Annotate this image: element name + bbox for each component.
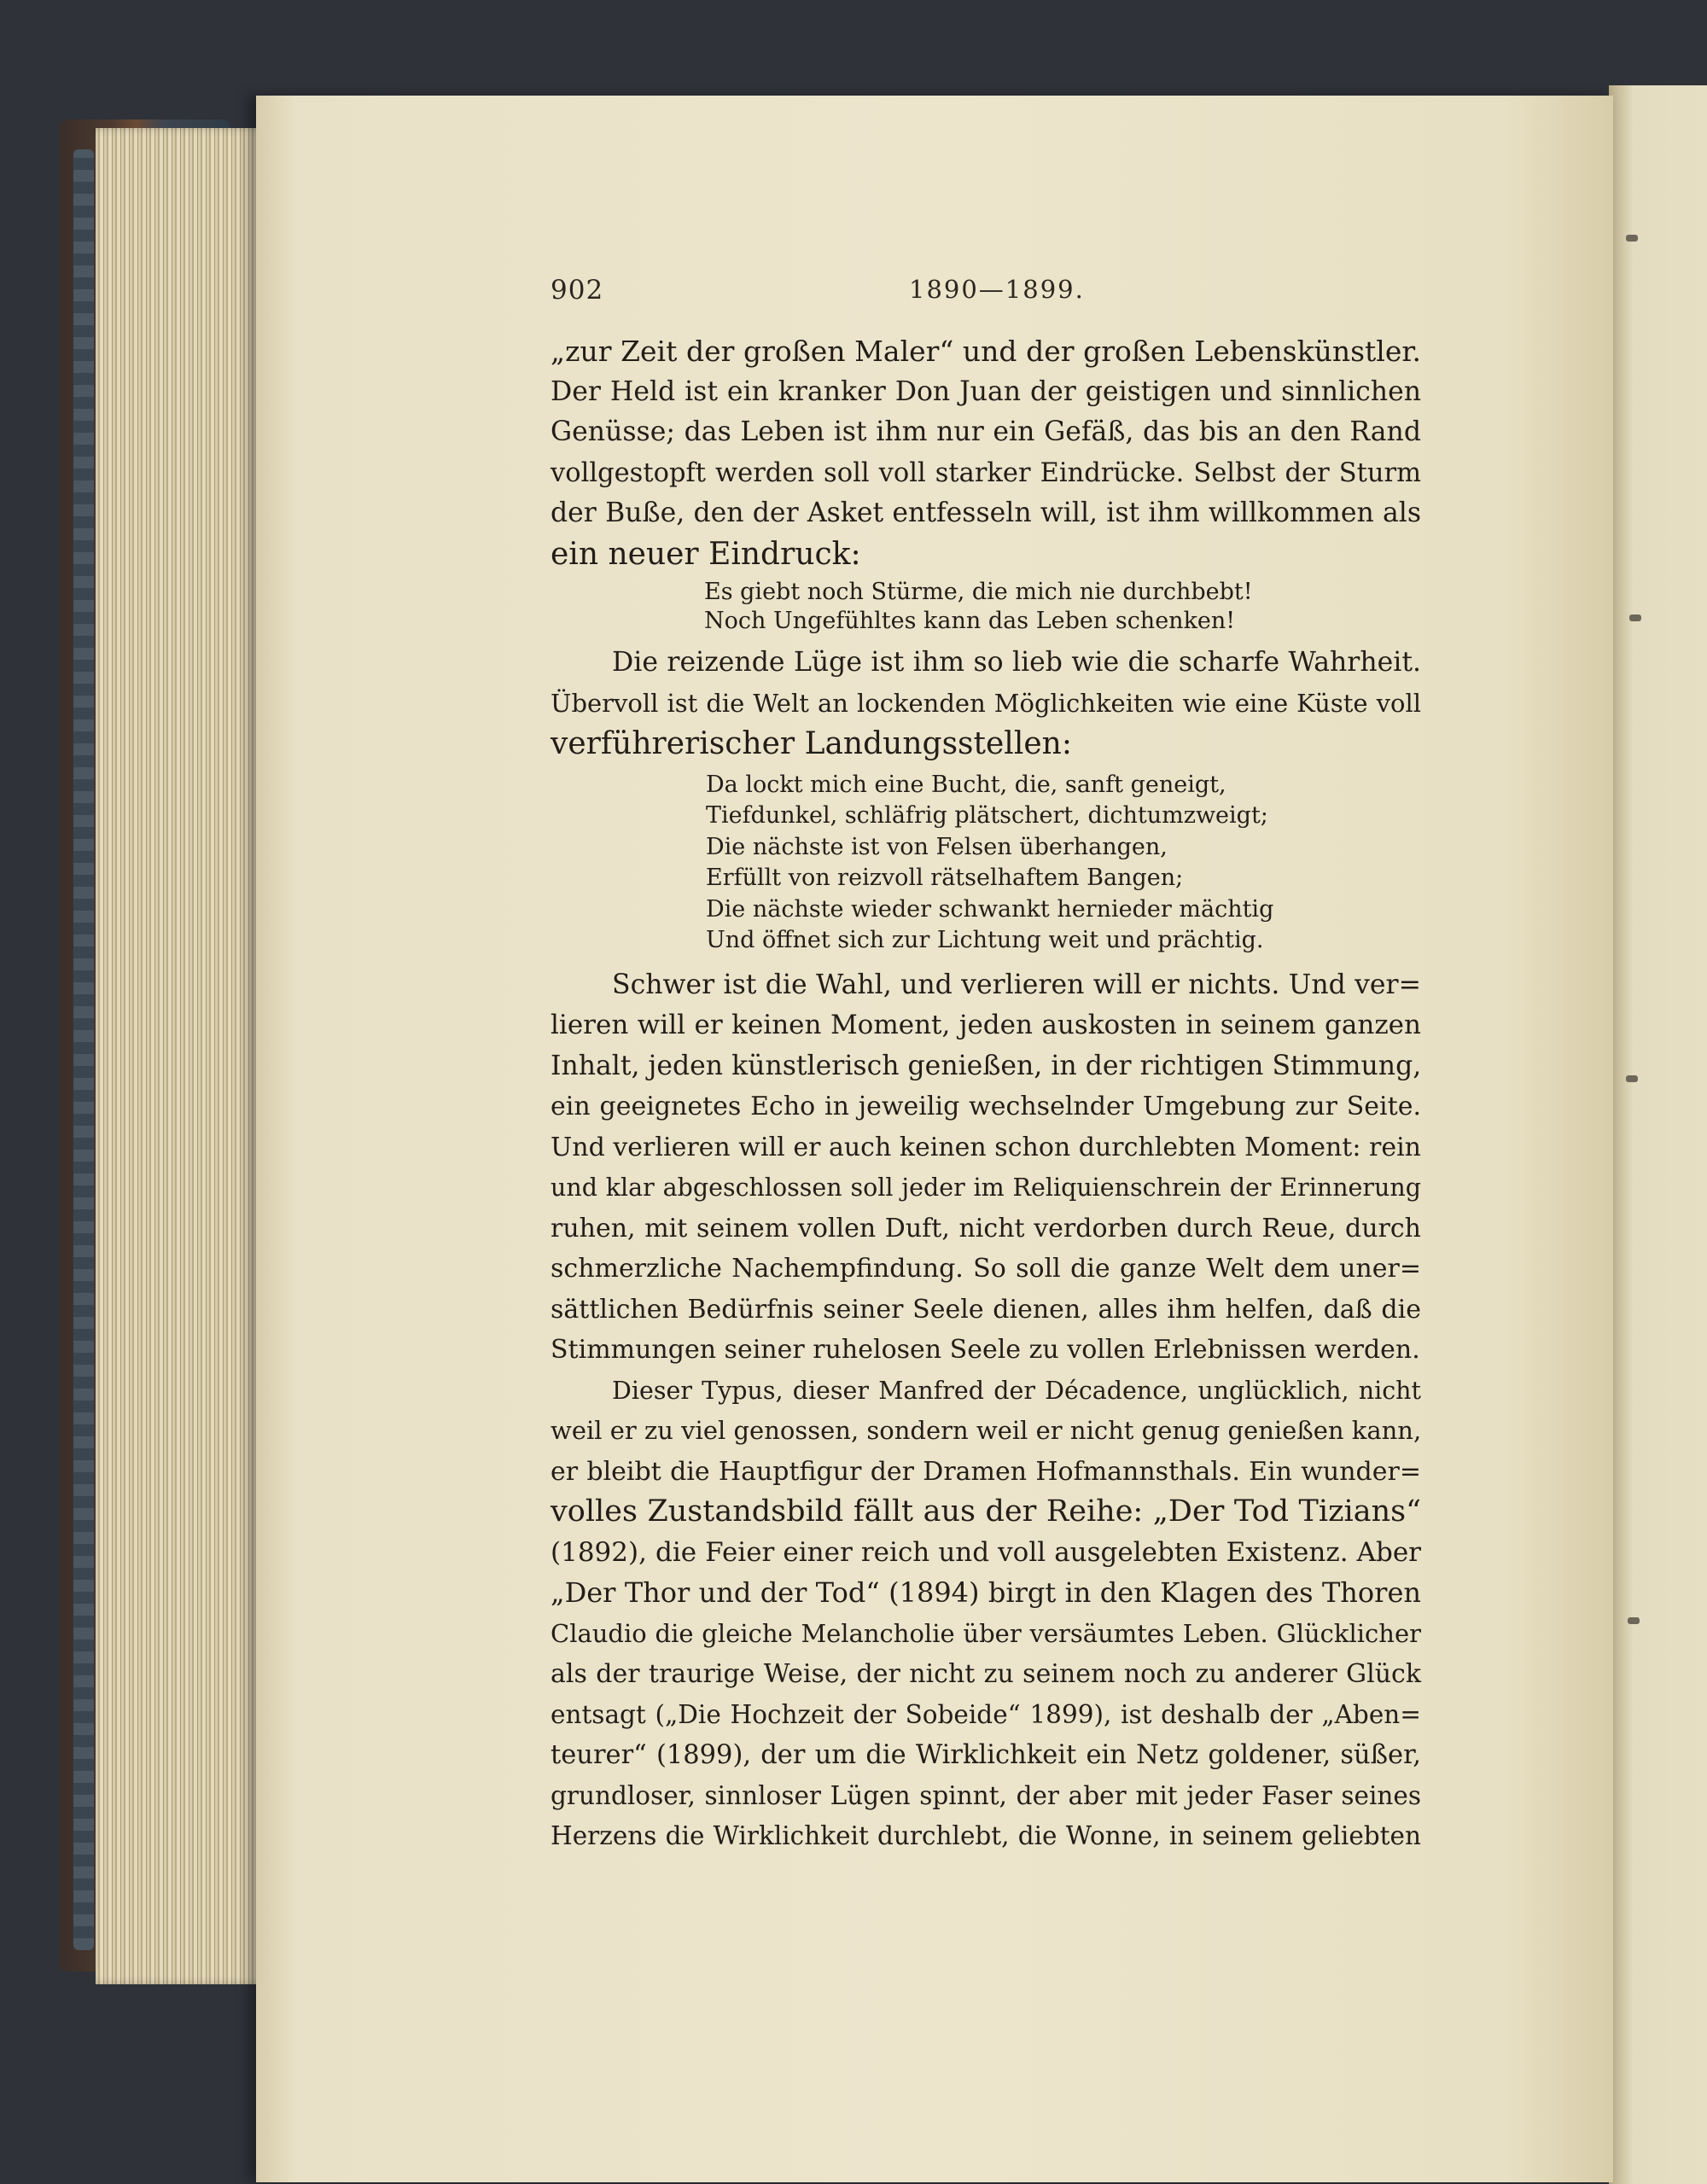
text-line: ein geeignetes Echo in jeweilig wechselnder Umgebung zur Seite. (551, 1092, 1421, 1121)
text-line: Claudio die gleiche Melancholie über versäumtes Leben. Glücklicher (551, 1618, 1421, 1648)
text-line: Herzens die Wirklichkeit durchlebt, die Wonne, in seinem geliebten (551, 1821, 1421, 1850)
text-line: entsagt („Die Hochzeit der Sobeide“ 1899), ist deshalb der „Aben= (551, 1699, 1421, 1729)
text-line: teurer“ (1899), der um die Wirklichkeit ein Netz goldener, süßer, (551, 1740, 1421, 1770)
facing-page (1609, 85, 1707, 2184)
paragraph-2 (551, 643, 1421, 765)
verse-quote-1 (704, 578, 1421, 636)
text-line: ein neuer Eindruck: (551, 536, 861, 572)
text-line: Schwer ist die Wahl, und verlieren will er nichts. Und ver= (612, 969, 1421, 1000)
verse-line: Tiefdunkel, schläfrig plätschert, dichtumzweigt; (706, 802, 1268, 829)
text-line: lieren will er keinen Moment, jeden auskosten in seinem ganzen (551, 1010, 1421, 1040)
text-line: und klar abgeschlossen soll jeder im Reliquienschrein der Erinnerung (551, 1174, 1421, 1202)
verse-quote-2 (706, 770, 1421, 957)
text-line: (1892), die Feier einer reich und voll ausgelebten Existenz. Aber (551, 1536, 1421, 1568)
verse-line: Die nächste wieder schwankt hernieder mächtig (706, 895, 1274, 923)
verse-line: Erfüllt von reizvoll rätselhaftem Bangen; (706, 865, 1184, 891)
text-line: der Buße, den der Asket entfesseln will, ist ihm willkommen als (551, 498, 1421, 528)
gutter-mark (1629, 614, 1641, 621)
text-line: Der Held ist ein kranker Don Juan der geistigen und sinnlichen (551, 376, 1421, 407)
verse-line: Da lockt mich eine Bucht, die, sanft geneigt, (706, 771, 1226, 798)
paragraph-1 (551, 331, 1421, 574)
text-line: als der traurige Weise, der nicht zu seinem noch zu anderer Glück (551, 1659, 1421, 1689)
gutter-mark (1626, 1075, 1638, 1082)
text-line: vollgestopft werden soll voll starker Eindrücke. Selbst der Sturm (551, 457, 1421, 488)
gutter-mark (1628, 1617, 1640, 1624)
text-line: Und verlieren will er auch keinen schon durchlebten Moment: rein (551, 1132, 1421, 1162)
running-title: 1890—1899. (909, 275, 1085, 304)
paragraph-3 (551, 965, 1421, 1371)
paragraph-4 (551, 1371, 1421, 1857)
text-line: Inhalt, jeden künstlerisch genießen, in der richtigen Stimmung, (551, 1050, 1422, 1081)
text-line: verführerischer Landungsstellen: (551, 726, 1072, 761)
text-line: er bleibt die Hauptfigur der Dramen Hofmannsthals. Ein wunder= (551, 1456, 1421, 1487)
text-line: Genüsse; das Leben ist ihm nur ein Gefäß, das bis an den Rand (551, 416, 1421, 447)
page-edges (96, 128, 266, 1984)
text-line: Übervoll ist die Welt an lockenden Möglichkeiten wie eine Küste voll (551, 688, 1421, 718)
text-line: volles Zustandsbild fällt aus der Reihe: „Der Tod Tizians“ (551, 1494, 1421, 1529)
text-line: Dieser Typus, dieser Manfred der Décadence, unglücklich, nicht (612, 1376, 1421, 1405)
text-line: Stimmungen seiner ruhelosen Seele zu vollen Erlebnissen werden. (551, 1335, 1420, 1365)
running-head (551, 275, 1421, 317)
text-line: schmerzliche Nachempfindung. So soll die ganze Welt dem uner= (551, 1254, 1421, 1284)
verse-line: Und öffnet sich zur Lichtung weit und prächtig. (706, 927, 1264, 953)
text-line: sättlichen Bedürfnis seiner Seele dienen, alles ihm helfen, daß die (551, 1294, 1421, 1325)
verse-line: Es giebt noch Stürme, die mich nie durchbebt! (704, 579, 1253, 605)
text-line: Die reizende Lüge ist ihm so lieb wie die scharfe Wahrheit. (612, 647, 1421, 678)
text-line: grundloser, sinnloser Lügen spinnt, der aber mit jeder Faser seines (551, 1780, 1421, 1810)
body-text (551, 331, 1421, 1857)
verse-line: Noch Ungefühltes kann das Leben schenken! (704, 608, 1236, 634)
verse-line: Die nächste ist von Felsen überhangen, (706, 833, 1168, 860)
text-line: „Der Thor und der Tod“ (1894) birgt in den Klagen des Thoren (551, 1576, 1421, 1609)
page-number: 902 (551, 275, 604, 306)
text-line: „zur Zeit der großen Maler“ und der großen Lebenskünstler. (551, 335, 1421, 368)
cover-edge (73, 149, 94, 1950)
text-line: ruhen, mit seinem vollen Duft, nicht verdorben durch Reue, durch (551, 1213, 1421, 1243)
gutter-mark (1626, 235, 1638, 242)
text-line: weil er zu viel genossen, sondern weil er nicht genug genießen kann, (551, 1416, 1422, 1445)
